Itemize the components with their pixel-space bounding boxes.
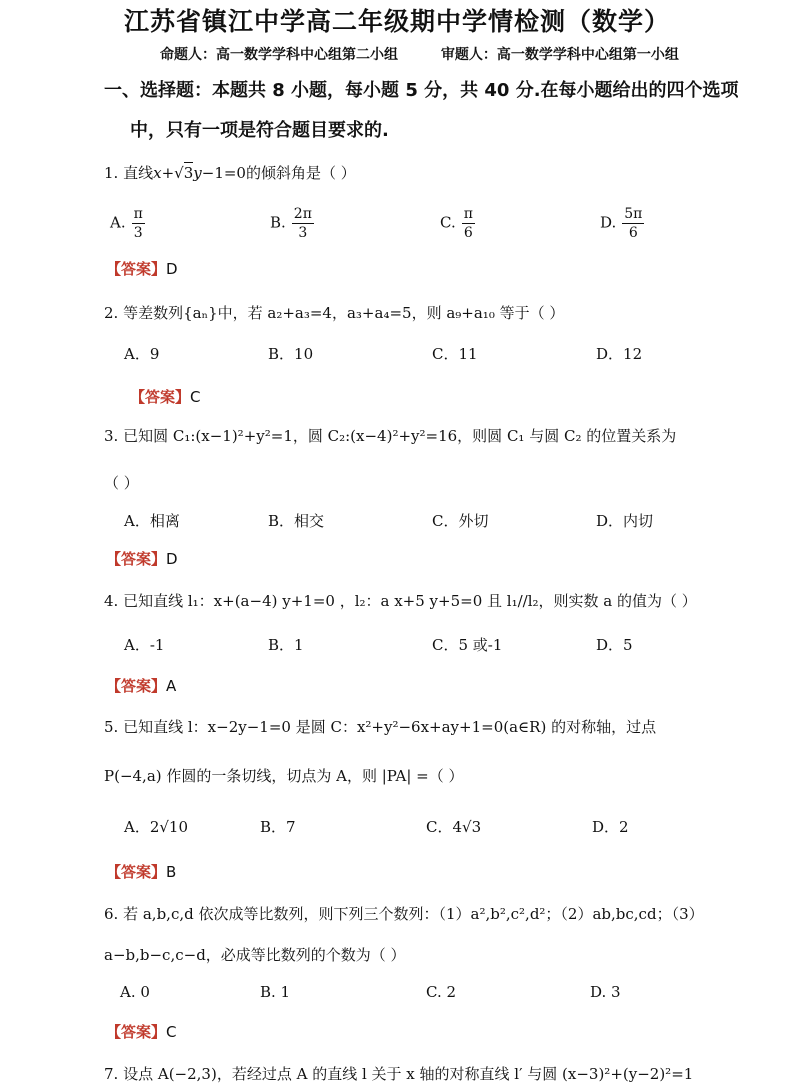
- option-b[interactable]: B．相交: [268, 512, 325, 530]
- options-q5: [110, 816, 760, 846]
- question-text: 已知圆 C₁:(x−1)²+y²=1，圆 C₂:(x−4)²+y²=16，则圆 C₁ 与圆 C₂ 的位置关系为: [123, 427, 677, 445]
- options-q6: [110, 983, 760, 1013]
- option-a[interactable]: A．-1: [124, 636, 165, 654]
- page-title: 江苏省镇江中学高二年级期中学情检测（数学）: [123, 7, 670, 36]
- setter-label: 命题人：高一数学学科中心组第二小组: [160, 47, 398, 63]
- option-d[interactable]: D. $\frac{5\pi}{6}$: [600, 206, 643, 241]
- options-q4: [110, 634, 760, 664]
- option-b[interactable]: B．7: [260, 818, 296, 836]
- answer-value: B: [166, 863, 177, 881]
- question-3-cont: （ ）: [104, 474, 139, 492]
- answer-value: D: [166, 260, 178, 278]
- option-d[interactable]: D. 3: [590, 983, 621, 1001]
- option-a[interactable]: A．2√10: [124, 818, 189, 836]
- question-text: 设点 A(−2,3)，若经过点 A 的直线 l 关于 x 轴的对称直线 l′ 与圆 (x−3)²+(y−2)²=1: [123, 1065, 694, 1083]
- answer-q1: 【答案】D: [106, 260, 178, 278]
- question-4: 4. 已知直线 l₁：x+(a−4) y+1=0 ，l₂：a x+5 y+5=0 且 l₁//l₂，则实数 a 的值为（ ）: [104, 592, 697, 610]
- option-b[interactable]: B．10: [268, 345, 314, 363]
- option-d[interactable]: D．12: [596, 345, 643, 363]
- option-a[interactable]: A．9: [124, 345, 160, 363]
- answer-value: A: [166, 677, 177, 695]
- question-text: 已知直线 l₁：x+(a−4) y+1=0 ，l₂：a x+5 y+5=0 且 l₁//l₂，则实数 a 的值为（ ）: [123, 592, 697, 610]
- option-a[interactable]: A. 0: [120, 983, 150, 1001]
- option-c[interactable]: C．外切: [432, 512, 489, 530]
- answer-q2: 【答案】C: [130, 388, 201, 406]
- reviewer-label: 审题人：高一数学学科中心组第一小组: [440, 47, 679, 63]
- option-a[interactable]: A. $\frac{\pi}{3}$: [110, 206, 143, 241]
- question-2: 2. 等差数列{aₙ}中，若 a₂+a₃=4，a₃+a₄=5，则 a₉+a₁₀ 等于（ ）: [104, 304, 565, 322]
- question-number: 1.: [104, 164, 119, 182]
- option-b[interactable]: B. $\frac{2\pi}{3}$: [270, 206, 312, 241]
- options-q1: [110, 205, 760, 241]
- answer-q3: 【答案】D: [106, 550, 178, 568]
- question-3: 3. 已知圆 C₁:(x−1)²+y²=1，圆 C₂:(x−4)²+y²=16，则圆 C₁ 与圆 C₂ 的位置关系为: [104, 427, 677, 445]
- option-c[interactable]: C．11: [432, 345, 478, 363]
- answer-q6: 【答案】C: [106, 1023, 177, 1041]
- answer-q4: 【答案】A: [106, 677, 177, 695]
- option-a[interactable]: A．相离: [124, 512, 180, 530]
- options-q3: [110, 510, 760, 540]
- question-text: 已知直线 l：x−2y−1=0 是圆 C：x²+y²−6x+ay+1=0(a∈R) 的对称轴，过点: [123, 718, 657, 736]
- answer-value: C: [190, 388, 201, 406]
- math-expression: x+√3y−1=0: [153, 164, 246, 182]
- answer-value: C: [166, 1023, 177, 1041]
- option-c[interactable]: C．5 或-1: [432, 636, 503, 654]
- option-b[interactable]: B. 1: [260, 983, 291, 1001]
- option-d[interactable]: D．2: [592, 818, 629, 836]
- author-line: [160, 44, 760, 64]
- answer-q5: 【答案】B: [106, 863, 177, 881]
- option-c[interactable]: C. 2: [426, 983, 457, 1001]
- section-heading-line1: 一、选择题：本题共 8 小题，每小题 5 分，共 40 分.在每小题给出的四个选项: [104, 80, 739, 101]
- question-5: 5. 已知直线 l：x−2y−1=0 是圆 C：x²+y²−6x+ay+1=0(a∈R) 的对称轴，过点: [104, 718, 657, 736]
- question-1: [104, 162, 764, 183]
- question-5-cont: P(−4,a) 作圆的一条切线，切点为 A，则 |PA| =（ ）: [104, 767, 464, 785]
- option-b[interactable]: B．1: [268, 636, 304, 654]
- question-text: 的倾斜角是（ ）: [245, 164, 356, 182]
- question-7: 7. 设点 A(−2,3)，若经过点 A 的直线 l 关于 x 轴的对称直线 l′ 与圆 (x−3)²+(y−2)²=1: [104, 1065, 694, 1083]
- option-c[interactable]: C. $\frac{\pi}{6}$: [440, 206, 473, 241]
- section-heading-line2: 中，只有一项是符合题目要求的.: [130, 120, 389, 141]
- question-text: 若 a,b,c,d 依次成等比数列，则下列三个数列：（1）a²,b²,c²,d²；（2）ab,bc,cd；（3）: [123, 905, 704, 923]
- option-c[interactable]: C．4√3: [426, 818, 482, 836]
- question-text: 等差数列{aₙ}中，若 a₂+a₃=4，a₃+a₄=5，则 a₉+a₁₀ 等于（ ）: [123, 304, 565, 322]
- question-6-cont: a−b,b−c,c−d，必成等比数列的个数为（ ）: [104, 946, 406, 964]
- question-6: 6. 若 a,b,c,d 依次成等比数列，则下列三个数列：（1）a²,b²,c²,d²；（2）ab,bc,cd；（3）: [104, 905, 704, 923]
- options-q2: [110, 343, 760, 373]
- answer-value: D: [166, 550, 178, 568]
- option-d[interactable]: D．5: [596, 636, 633, 654]
- option-d[interactable]: D．内切: [596, 512, 654, 530]
- question-text: 直线: [123, 164, 154, 182]
